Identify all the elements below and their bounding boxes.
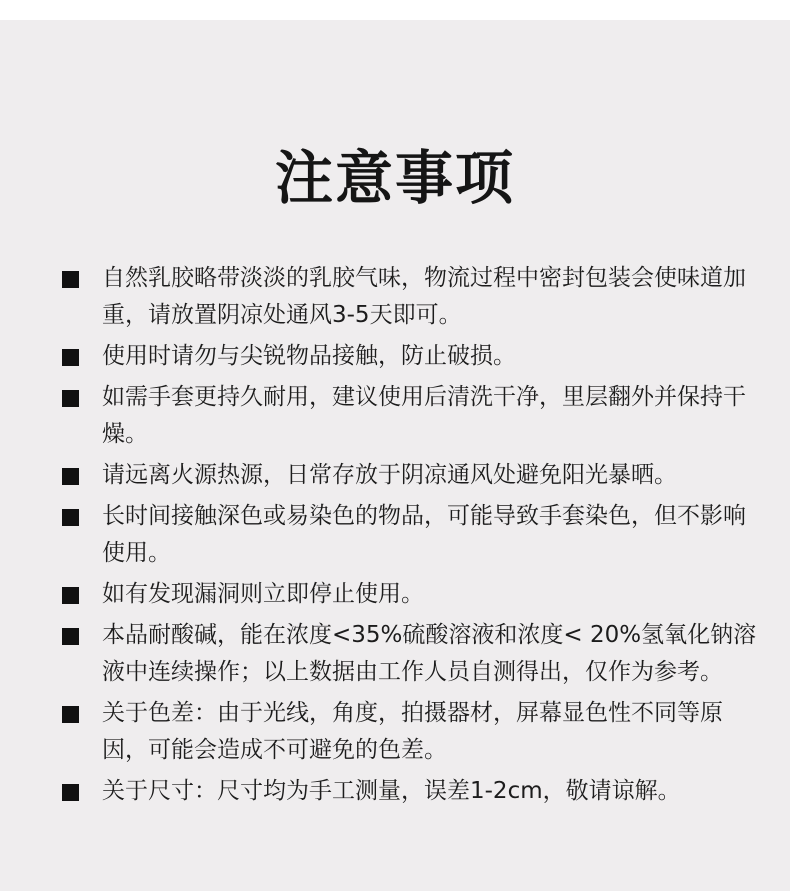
square-bullet-icon — [62, 587, 79, 604]
note-text: 如需手套更持久耐用，建议使用后清洗干净，里层翻外并保持干燥。 — [102, 384, 746, 447]
notice-list — [62, 260, 762, 814]
note-text: 关于尺寸：尺寸均为手工测量，误差1-2cm，敬请谅解。 — [102, 778, 681, 804]
square-bullet-icon — [62, 784, 79, 801]
list-item — [62, 695, 762, 769]
list-item — [62, 260, 762, 334]
square-bullet-icon — [62, 628, 79, 645]
square-bullet-icon — [62, 706, 79, 723]
page-title: 注意事项 — [274, 144, 515, 212]
list-item — [62, 457, 762, 494]
square-bullet-icon — [62, 349, 79, 366]
square-bullet-icon — [62, 271, 79, 288]
square-bullet-icon — [62, 390, 79, 407]
list-item — [62, 338, 762, 375]
note-text: 使用时请勿与尖锐物品接触，防止破损。 — [102, 343, 516, 369]
note-text: 如有发现漏洞则立即停止使用。 — [102, 581, 424, 607]
list-item — [62, 576, 762, 613]
list-item — [62, 379, 762, 453]
list-item — [62, 773, 762, 810]
note-text: 关于色差：由于光线，角度，拍摄器材，屏幕显色性不同等原因，可能会造成不可避免的色差。 — [102, 700, 723, 763]
list-item — [62, 498, 762, 572]
square-bullet-icon — [62, 509, 79, 526]
square-bullet-icon — [62, 468, 79, 485]
notice-panel — [0, 20, 790, 891]
note-text: 自然乳胶略带淡淡的乳胶气味，物流过程中密封包装会使味道加重，请放置阴凉处通风3-5天即可。 — [102, 265, 746, 328]
note-text: 本品耐酸碱，能在浓度<35%硫酸溶液和浓度< 20%氢氧化钠溶液中连续操作；以上数据由工作人员自测得出，仅作为参考。 — [102, 622, 757, 685]
note-text: 长时间接触深色或易染色的物品，可能导致手套染色，但不影响使用。 — [102, 503, 746, 566]
note-text: 请远离火源热源，日常存放于阴凉通风处避免阳光暴晒。 — [102, 462, 677, 488]
list-item — [62, 617, 762, 691]
